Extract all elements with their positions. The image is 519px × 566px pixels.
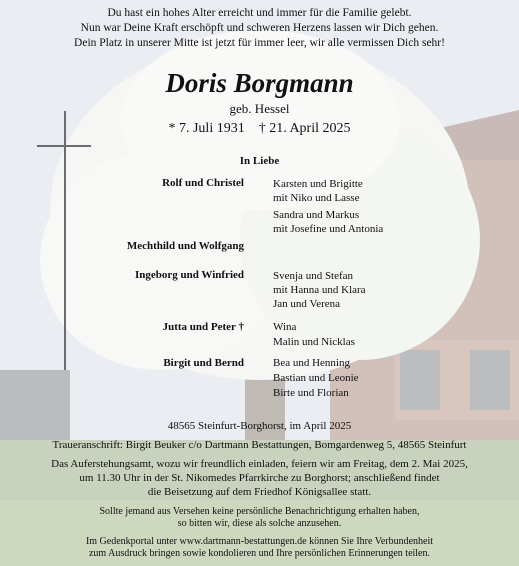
notice-line-2: so bitten wir, diese als solche anzusehen.: [177, 518, 342, 529]
family-line: Bastian und Leonie: [273, 372, 359, 384]
portal-line-1: Im Gedenkportal unter www.dartmann-bestattungen.de können Sie Ihre Verbundenheit: [85, 536, 434, 547]
family-parents: Ingeborg und Winfried: [134, 269, 244, 281]
intro-line-3: Dein Platz in unserer Mitte ist jetzt für immer leer, wir alle vermissen Dich sehr!: [74, 37, 445, 49]
family-line: Svenja und Stefan: [273, 270, 354, 282]
in-liebe-heading: In Liebe: [239, 155, 280, 167]
place-date: 48565 Steinfurt-Borghorst, im April 2025: [167, 420, 352, 432]
family-line: mit Josefine und Antonia: [273, 223, 384, 235]
family-line: Malin und Nicklas: [273, 336, 355, 348]
family-parents: Birgit und Bernd: [163, 357, 244, 369]
family-parents: Jutta und Peter †: [162, 321, 244, 333]
family-line: Karsten und Brigitte: [273, 178, 363, 190]
family-parents: Rolf und Christel: [162, 177, 244, 189]
portal-line-2: zum Ausdruck bringen sowie kondolieren und Ihre persönlichen Erinnerungen teilen.: [88, 548, 430, 559]
family-line: Bea und Henning: [273, 357, 350, 369]
family-line: Jan und Verena: [273, 298, 340, 310]
deceased-name: Doris Borgmann: [165, 68, 354, 98]
intro-line-2: Nun war Deine Kraft erschöpft und schweren Herzens lassen wir Dich gehen.: [80, 22, 439, 34]
cross-icon: [64, 111, 66, 370]
birth-name: geb. Hessel: [229, 101, 290, 116]
family-line: mit Niko und Lasse: [273, 192, 360, 204]
service-line-1: Das Auferstehungsamt, wozu wir freundlich einladen, feiern wir am Freitag, dem 2. Mai 2025,: [51, 458, 468, 470]
service-line-3: die Beisetzung auf dem Friedhof Königsallee statt.: [147, 486, 372, 498]
mourning-address: Traueranschrift: Birgit Beuker c/o Dartmann Bestattungen, Bomgardenweg 5, 48565 Steinfurt: [52, 439, 467, 451]
notice-line-1: Sollte jemand aus Versehen keine persönliche Benachrichtigung erhalten haben,: [99, 506, 420, 517]
cross-icon-bar: [37, 145, 91, 147]
service-line-2: um 11.30 Uhr in der St. Nikomedes Pfarrkirche zu Borghorst; anschließend findet: [79, 472, 440, 484]
family-parents: Mechthild und Wolfgang: [126, 240, 244, 252]
family-line: Wina: [273, 321, 297, 333]
family-line: Birte und Florian: [273, 387, 349, 399]
intro-line-1: Du hast ein hohes Alter erreicht und immer für die Familie gelebt.: [107, 7, 412, 19]
life-dates: * 7. Juli 1931 † 21. April 2025: [168, 121, 351, 136]
family-line: Sandra und Markus: [273, 209, 360, 221]
family-line: mit Hanna und Klara: [273, 284, 366, 296]
